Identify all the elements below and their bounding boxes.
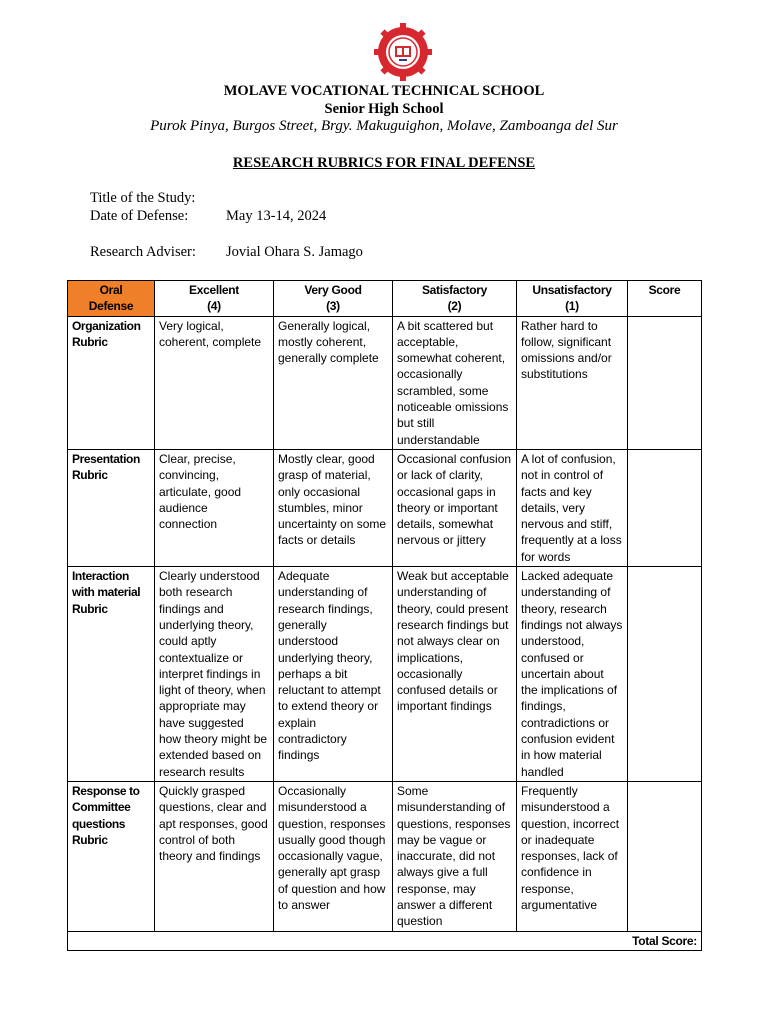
unsatisfactory-cell: Lacked adequate understanding of theory, research findings not always understood, confused or uncertain about the implications of findings, contradictions or confusion evident in how material handled xyxy=(517,567,628,782)
excellent-cell: Very logical, coherent, complete xyxy=(155,316,274,449)
total-score-row xyxy=(68,931,702,950)
score-cell[interactable] xyxy=(628,316,702,449)
defense-date-value: May 13-14, 2024 xyxy=(226,208,327,224)
school-address: Purok Pinya, Burgos Street, Brgy. Makuguighon, Molave, Zamboanga del Sur xyxy=(150,118,618,134)
excellent-cell: Clear, precise, convincing, articulate, good audience connection xyxy=(155,449,274,566)
study-title-label: Title of the Study: xyxy=(90,190,196,206)
rubric-row-response xyxy=(68,781,702,931)
criterion-cell: Organization Rubric xyxy=(68,316,155,449)
adviser-value: Jovial Ohara S. Jamago xyxy=(226,244,363,260)
column-header-very-good: Very Good (3) xyxy=(274,281,393,317)
unsatisfactory-cell: Rather hard to follow, significant omissions and/or substitutions xyxy=(517,316,628,449)
column-header-excellent: Excellent (4) xyxy=(155,281,274,317)
study-title-row xyxy=(90,190,226,207)
column-header-score: Score xyxy=(628,281,702,317)
defense-date-row xyxy=(90,208,326,225)
rubric-row-interaction xyxy=(68,567,702,782)
satisfactory-cell: Occasional confusion or lack of clarity, occasional gaps in theory or important details, somewhat nervous or jittery xyxy=(393,449,517,566)
criterion-cell: Presentation Rubric xyxy=(68,449,155,566)
column-header-unsatisfactory: Unsatisfactory (1) xyxy=(517,281,628,317)
very-good-cell: Adequate understanding of research findings, generally understood underlying theory, perhaps a bit reluctant to attempt to extend theory or explain contradictory findings xyxy=(274,567,393,782)
school-seal-logo xyxy=(373,22,433,82)
criterion-cell: Response to Committee questions Rubric xyxy=(68,781,155,931)
document-title: RESEARCH RUBRICS FOR FINAL DEFENSE xyxy=(232,155,536,171)
rubric-header-row xyxy=(68,281,702,317)
rubric-row-organization xyxy=(68,316,702,449)
very-good-cell: Generally logical, mostly coherent, generally complete xyxy=(274,316,393,449)
school-name: MOLAVE VOCATIONAL TECHNICAL SCHOOL xyxy=(223,83,545,99)
excellent-cell: Clearly understood both research findings and underlying theory, could aptly contextualize or interpret findings in light of theory, when appropriate may have suggested how theory might be extended based on research results xyxy=(155,567,274,782)
score-cell[interactable] xyxy=(628,781,702,931)
rubric-table xyxy=(67,280,702,951)
rubric-row-presentation xyxy=(68,449,702,566)
satisfactory-cell: Some misunderstanding of questions, responses may be vague or inaccurate, did not always give a full response, may answer a different question xyxy=(393,781,517,931)
total-score-label: Total Score: xyxy=(68,931,702,950)
score-cell[interactable] xyxy=(628,567,702,782)
excellent-cell: Quickly grasped questions, clear and apt responses, good control of both theory and findings xyxy=(155,781,274,931)
unsatisfactory-cell: Frequently misunderstood a question, incorrect or inadequate responses, lack of confidence in response, argumentative xyxy=(517,781,628,931)
score-cell[interactable] xyxy=(628,449,702,566)
defense-date-label: Date of Defense: xyxy=(90,208,189,224)
column-header-satisfactory: Satisfactory (2) xyxy=(393,281,517,317)
satisfactory-cell: Weak but acceptable understanding of theory, could present research findings but not always clear on implications, occasionally confused details or important findings xyxy=(393,567,517,782)
school-subtitle: Senior High School xyxy=(324,101,444,117)
very-good-cell: Occasionally misunderstood a question, responses usually good though occasionally vague, generally apt grasp of question and how to answer xyxy=(274,781,393,931)
very-good-cell: Mostly clear, good grasp of material, only occasional stumbles, minor uncertainty on some facts or details xyxy=(274,449,393,566)
satisfactory-cell: A bit scattered but acceptable, somewhat coherent, occasionally scrambled, some noticeable omissions but still understandable xyxy=(393,316,517,449)
unsatisfactory-cell: A lot of confusion, not in control of facts and key details, very nervous and stiff, frequently at a loss for words xyxy=(517,449,628,566)
column-header-oral-defense: Oral Defense xyxy=(68,281,155,317)
adviser-row xyxy=(90,244,363,261)
gear-icon xyxy=(374,23,432,81)
adviser-label: Research Adviser: xyxy=(90,244,196,260)
criterion-cell: Interaction with material Rubric xyxy=(68,567,155,782)
